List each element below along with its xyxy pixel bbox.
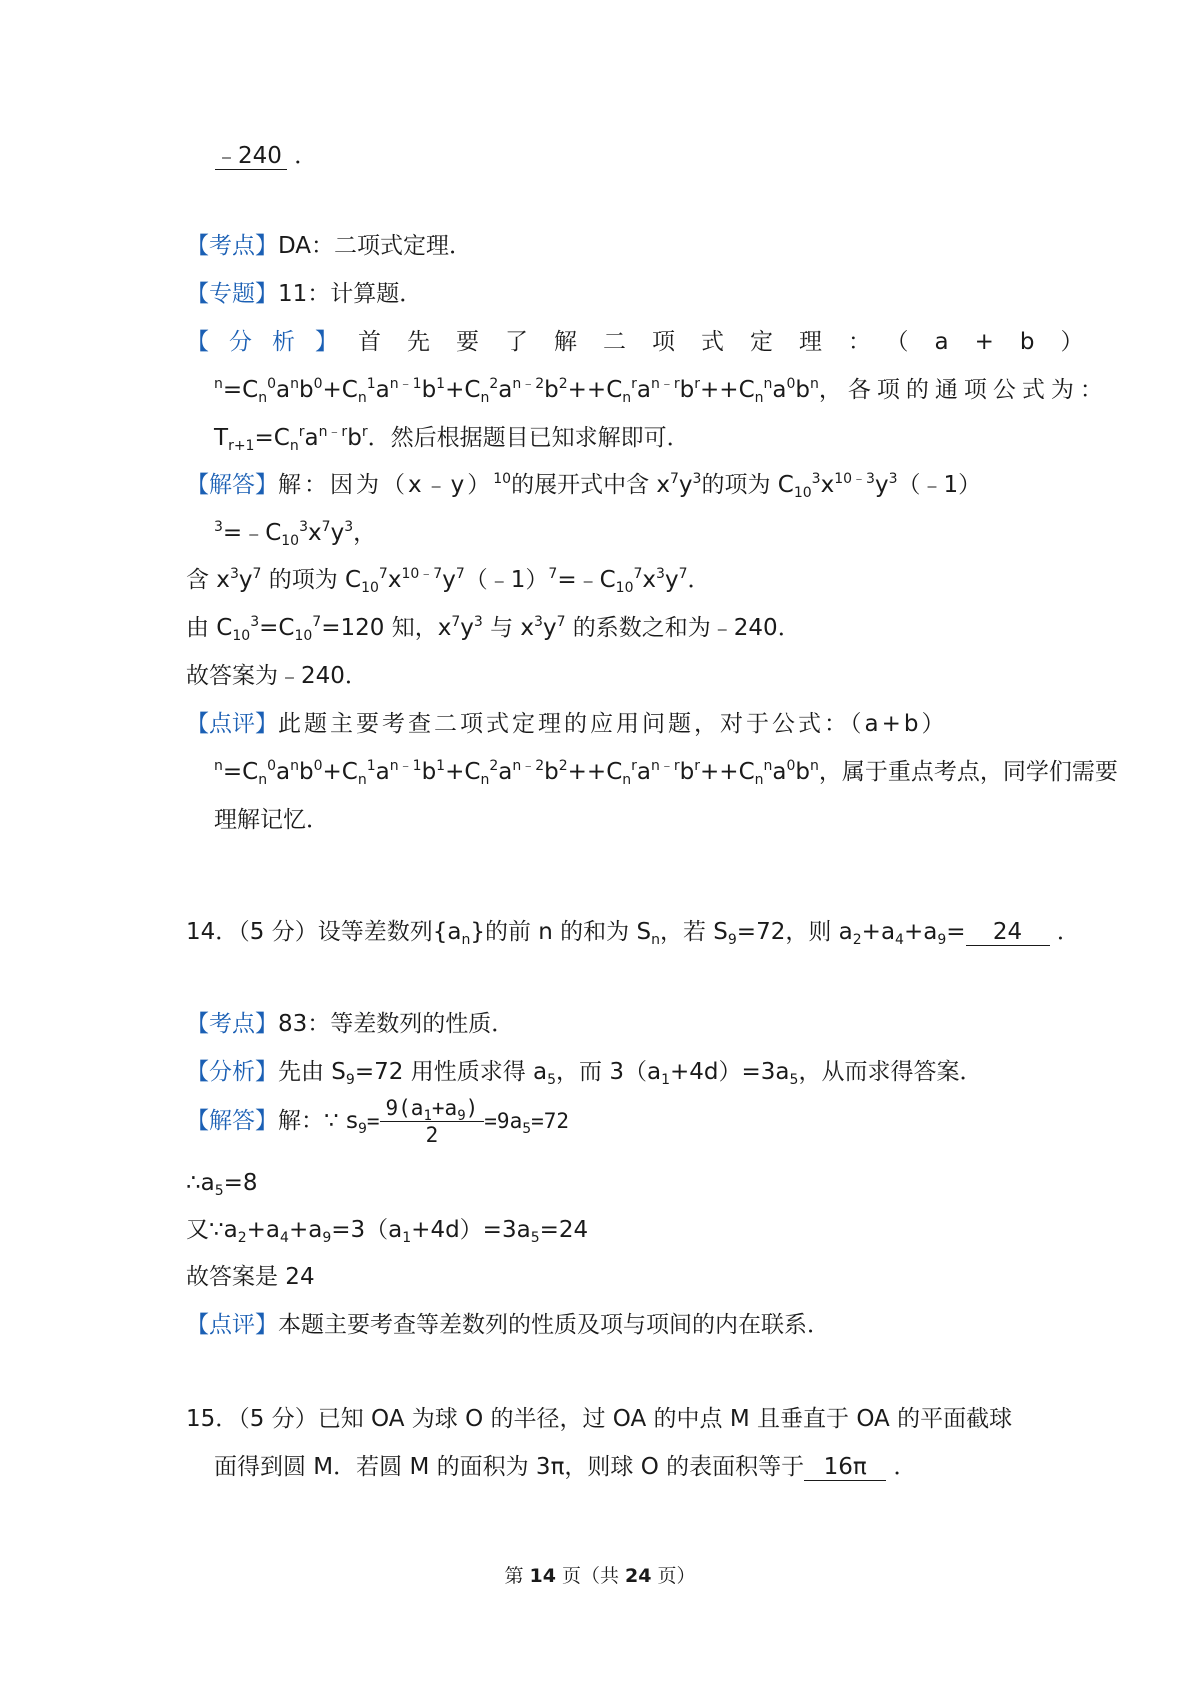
dianping-tag: 【点评】	[186, 1312, 278, 1338]
page-total: 24	[625, 1565, 652, 1587]
q13-jieda-line4: 由 $C_{10}^3=C_{10}^7=120$ 知，$x^7y^3$ 与 $x^3y^7$ 的系数之和为﹣240．	[186, 614, 801, 644]
q14-stem: 14．（5 分）设等差数列$\{a_n\}$的前 n 的和为 $S_n$，若 $S_9=72$，则 $a_2+a_4+a_9= 24$ ．	[186, 919, 1080, 948]
dianping-tag: 【点评】	[186, 711, 278, 737]
page-number: 14	[529, 1565, 556, 1587]
page-footer: 第 14 页（共 24 页）	[504, 1565, 696, 1587]
q15-line2: 面得到圆 M．若圆 M 的面积为 3π，则球 O 的表面积等于 16π ．	[214, 1454, 917, 1480]
q14-fenxi: 【分析】先由 $S_9=72$ 用性质求得 $a_5$，而 $3(a_1+4d)=3a_5$，从而求得答案．	[186, 1059, 983, 1088]
q13-fenxi-line3: $T_{r+1}=C_n^ra^{n﹣r}b^r$．然后根据题目已知求解即可．	[214, 424, 690, 454]
jieda-tag: 【解答】	[186, 1108, 278, 1134]
q14-kaodian: 【考点】83：等差数列的性质．	[186, 1011, 515, 1037]
q13-kaodian: 【考点】DA：二项式定理．	[186, 233, 473, 259]
fenxi-tag: 【分析】	[186, 329, 358, 355]
q13-jieda-line2: $^3=﹣C_{10}^3x^7y^3$，	[214, 519, 377, 549]
q14-answer-blank: 24	[966, 919, 1050, 946]
q14-line-you: 又$\because a_2+a_4+a_9=3(a_1+4d)=3a_5=24$	[186, 1217, 589, 1246]
q14-jieda: 【解答】解：∵ $s_9=$ $\frac{9(a_1+a_9)}{2}$ $=9a_5=72$	[186, 1096, 570, 1147]
q14-fraction: $\frac{9(a_1+a_9)}{2}$	[380, 1095, 485, 1148]
q13-fenxi-line2: $^n=C_n^0a^nb^0+C_n^1a^{n﹣1}b^1+C_n^2a^{n﹣2}b^2++C_n^ra^{n﹣r}b^r++C_n^na^0b^n$，各项的通项公式为：	[214, 376, 1109, 406]
q14-guda: 故答案是 24	[186, 1264, 315, 1290]
kaodian-tag: 【考点】	[186, 233, 278, 259]
q13-fenxi-line1: 【分析】 首先要了解二项式定理：（a+b）	[186, 329, 1110, 355]
q13-zhuanti: 【专题】11：计算题．	[186, 281, 423, 307]
q15-answer-blank: 16π	[804, 1454, 886, 1481]
prev-answer-blank: ﹣240	[215, 143, 287, 170]
q14-dianping: 【点评】本题主要考查等差数列的性质及项与项间的内在联系．	[186, 1312, 830, 1338]
zhuanti-tag: 【专题】	[186, 281, 278, 307]
q13-dianping-line1: 【点评】此题主要考查二项式定理的应用问题，对于公式：（a+b）	[186, 711, 948, 737]
jieda-tag: 【解答】	[186, 472, 278, 498]
q13-guda: 故答案为﹣240．	[186, 663, 368, 689]
fenxi-tag: 【分析】	[186, 1059, 278, 1085]
q15-line1: 15．（5 分）已知 OA 为球 O 的半径，过 OA 的中点 M 且垂直于 OA 的平面截球	[186, 1406, 1013, 1432]
q13-dianping-line3: 理解记忆．	[214, 807, 329, 833]
prev-answer-line: ﹣240 ．	[215, 143, 318, 169]
q13-dianping-line2: $^n=C_n^0a^nb^0+C_n^1a^{n﹣1}b^1+C_n^2a^{n﹣2}b^2++C_n^ra^{n﹣r}b^r++C_n^na^0b^n$，属于重点考点，同学们需要	[214, 758, 1118, 788]
kaodian-tag: 【考点】	[186, 1011, 278, 1037]
q13-jieda-line3: 含 $x^3y^7$ 的项为 $C_{10}^7x^{10﹣7}y^7(﹣1)^7=﹣C_{10}^7x^3y^7$．	[186, 566, 711, 596]
q14-line-a5: $\therefore a_5=8$	[186, 1170, 258, 1199]
q13-jieda-line1: 【解答】解：因为（x﹣y）$^{10}$的展开式中含 $x^7y^3$的项为 $C_{10}^3x^{10﹣3}y^3(﹣1)$	[186, 471, 982, 501]
